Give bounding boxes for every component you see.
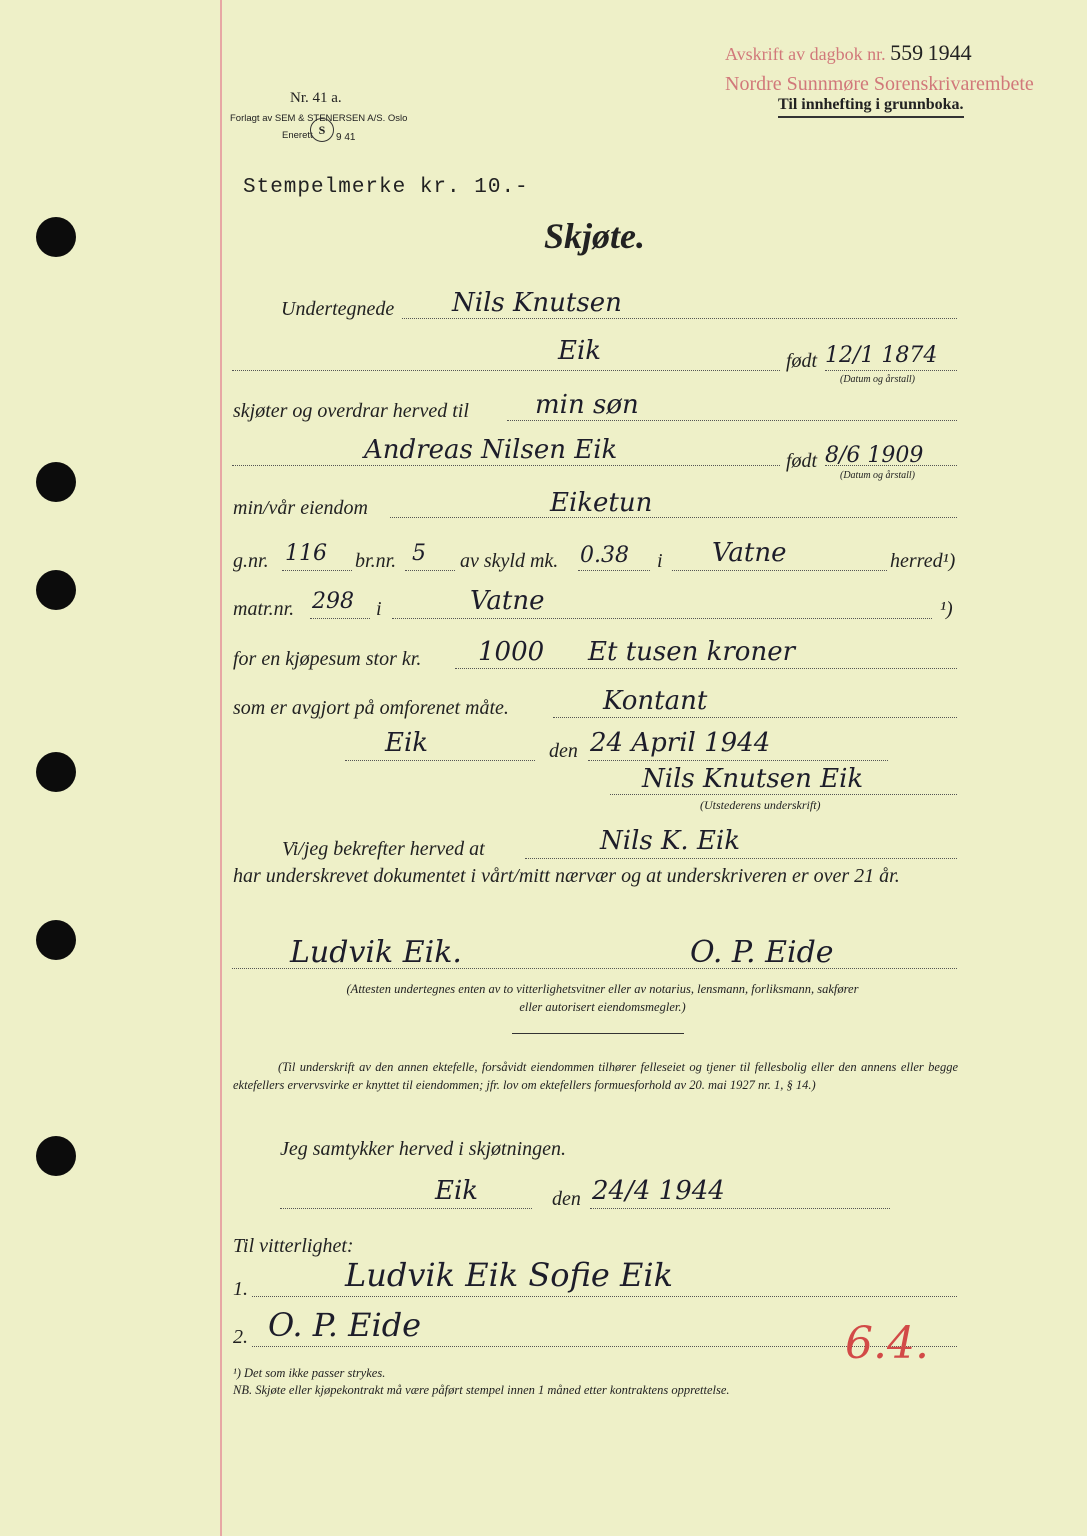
seller-name: Nils Knutsen — [452, 288, 622, 318]
witness-signature-1: Ludvik Eik. — [290, 935, 462, 970]
matr-value: 298 — [312, 589, 354, 614]
confirm-line-2: har underskrevet dokumentet i vårt/mitt nærvær og at underskriveren er over 21 år. — [233, 865, 900, 887]
date-hint-1: (Datum og årstall) — [840, 374, 915, 385]
spouse-note: (Til underskrift av den annen ektefelle, forsåvidt eiendommen tilhører felleseiet og tjener til fellesbolig eller den annens eller begge ektefellers ervervsvirke er knyttet til eiendommen; jfr. lov om ektefellers formuesforhold av 20. mai 1927 nr. 1, § 14.) — [233, 1060, 958, 1092]
dotted-line — [402, 318, 957, 319]
witness-1-signatures: Ludvik Eik Sofie Eik — [345, 1256, 673, 1294]
dotted-line — [610, 794, 957, 795]
dotted-line — [455, 668, 957, 669]
punch-hole — [36, 570, 76, 610]
punch-hole — [36, 752, 76, 792]
dotted-line — [590, 1208, 890, 1209]
seller-birthdate: 12/1 1874 — [825, 343, 938, 368]
dotted-line — [588, 760, 888, 761]
date-hint-2: (Datum og årstall) — [840, 470, 915, 481]
date-1: 24 April 1944 — [590, 728, 771, 758]
dotted-line — [578, 570, 650, 571]
dotted-line — [392, 618, 932, 619]
dotted-line — [672, 570, 887, 571]
dotted-line — [390, 517, 957, 518]
dotted-line — [345, 760, 535, 761]
matr-label: matr.nr. — [233, 598, 295, 620]
stamp-duty: Stempelmerke kr. 10.- — [243, 176, 529, 199]
herred-label: herred¹) — [890, 550, 956, 572]
dotted-line — [525, 858, 957, 859]
born-label-2: født — [786, 450, 818, 472]
footnote-1: ¹) Det som ikke passer strykes. — [233, 1366, 386, 1380]
footnote-mark: ¹) — [940, 598, 953, 620]
seller-place: Eik — [558, 336, 602, 366]
property-label: min/vår eiendom — [233, 497, 368, 519]
property-name: Eiketun — [550, 488, 653, 518]
den-label-1: den — [549, 740, 578, 762]
issuer-signature: Nils Knutsen Eik — [642, 764, 864, 794]
enerett-label: Enerett — [282, 130, 313, 141]
dotted-line — [507, 420, 957, 421]
price-words: Et tusen kroner — [588, 637, 796, 667]
attest-note: (Attesten undertegnes enten av to vitterlighetsvitner eller av notarius, lensmann, forliksmann, sakfører eller autorisert eiendomsmegler.) — [346, 982, 859, 1014]
punch-hole — [36, 1136, 76, 1176]
dotted-line — [252, 1296, 957, 1297]
dotted-line — [825, 370, 957, 371]
gnr-value: 116 — [285, 541, 327, 566]
stamp-year: 1944 — [927, 40, 972, 65]
relation: min søn — [535, 390, 639, 420]
confirm-label: Vi/jeg bekrefter herved at — [282, 838, 485, 860]
gnr-label: g.nr. — [233, 550, 269, 572]
price-number: 1000 — [478, 637, 545, 667]
born-label-1: født — [786, 350, 818, 372]
publisher-logo: S — [310, 118, 334, 142]
punch-hole — [36, 462, 76, 502]
dotted-line — [553, 717, 957, 718]
i-label-2: i — [376, 598, 382, 620]
red-mark: 6.4. — [845, 1318, 929, 1369]
witness-signature-2: O. P. Eide — [690, 935, 834, 970]
witness-2-number: 2. — [233, 1326, 248, 1348]
confirmed-name: Nils K. Eik — [600, 826, 740, 856]
matr-place: Vatne — [470, 586, 545, 616]
stamp-number: 559 — [890, 40, 924, 65]
transfers-label: skjøter og overdrar herved til — [233, 400, 469, 422]
dotted-line — [405, 570, 455, 571]
dotted-line — [232, 370, 780, 371]
place-2: Eik — [435, 1176, 479, 1206]
registration-stamp — [725, 40, 972, 66]
i-label-1: i — [657, 550, 663, 572]
separator — [512, 1033, 684, 1034]
dotted-line — [310, 618, 370, 619]
dotted-line — [232, 968, 957, 969]
den-label-2: den — [552, 1188, 581, 1210]
settled-label: som er avgjort på omforenet måte. — [233, 697, 509, 719]
form-date: 9 41 — [336, 132, 356, 143]
skyld-value: 0.38 — [580, 543, 629, 568]
issuer-signature-hint: (Utstederens underskrift) — [700, 798, 821, 812]
brnr-value: 5 — [412, 541, 426, 566]
margin-line — [220, 0, 222, 1536]
stamp-prefix: Avskrift av dagbok nr. — [725, 44, 886, 64]
form-number: Nr. 41 a. — [290, 90, 342, 106]
stamp-office: Nordre Sunnmøre Sorenskrivarembete — [725, 73, 1034, 95]
dotted-line — [280, 1208, 532, 1209]
consent-label: Jeg samtykker herved i skjøtningen. — [280, 1138, 567, 1160]
footnote-2: NB. Skjøte eller kjøpekontrakt må være påført stempel innen 1 måned etter kontraktens opprettelse. — [233, 1383, 730, 1397]
punch-hole — [36, 217, 76, 257]
witness-1-number: 1. — [233, 1278, 248, 1300]
buyer-name: Andreas Nilsen Eik — [364, 435, 618, 465]
dotted-line — [282, 570, 352, 571]
publisher-line: Forlagt av SEM & STENERSEN A/S. Oslo — [230, 113, 408, 124]
buyer-birthdate: 8/6 1909 — [825, 443, 924, 468]
skyld-label: av skyld mk. — [460, 550, 559, 572]
payment-method: Kontant — [603, 686, 708, 716]
witness-label: Til vitterlighet: — [233, 1235, 354, 1257]
price-label: for en kjøpesum stor kr. — [233, 648, 422, 670]
place-1: Eik — [385, 728, 429, 758]
dotted-line — [232, 465, 780, 466]
punch-hole — [36, 920, 76, 960]
municipality: Vatne — [712, 538, 787, 568]
date-2: 24/4 1944 — [592, 1176, 725, 1206]
brnr-label: br.nr. — [355, 550, 397, 572]
stamp-instruction: Til innhefting i grunnboka. — [778, 96, 964, 118]
document-title: Skjøte. — [544, 216, 646, 256]
undersigned-label: Undertegnede — [281, 298, 395, 320]
witness-2-signature: O. P. Eide — [268, 1306, 422, 1344]
